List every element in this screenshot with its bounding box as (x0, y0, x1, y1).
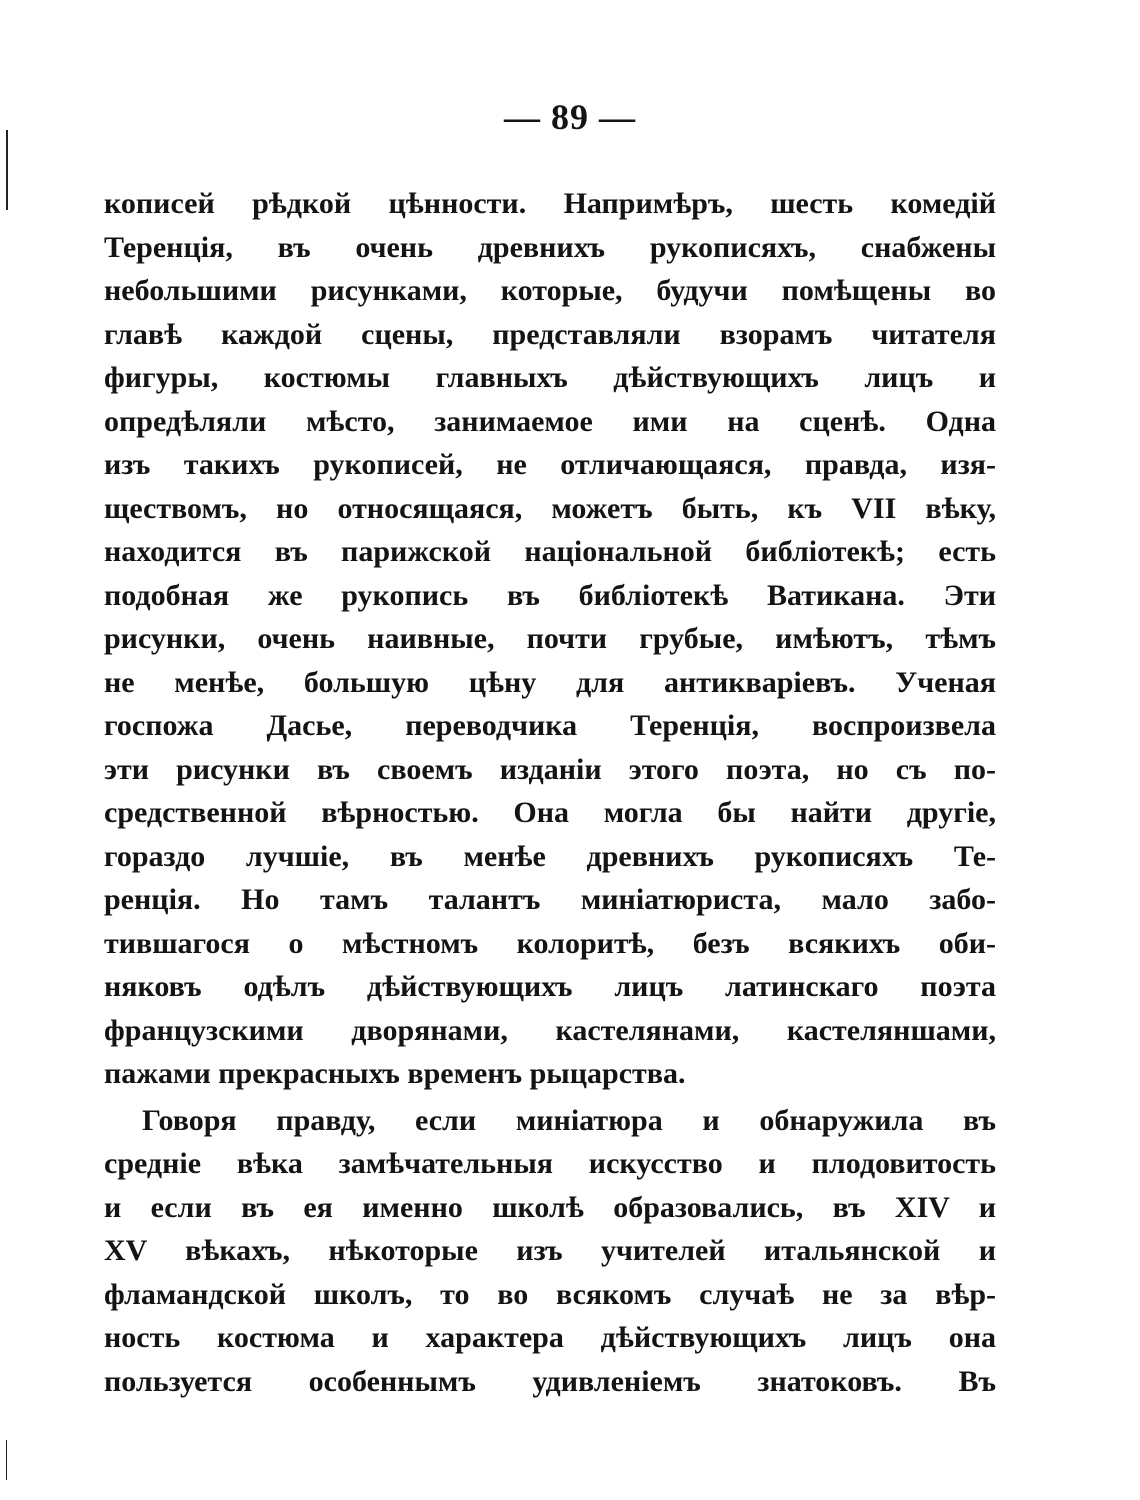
text-line: находится въ парижской національной библіотекѣ; есть (104, 535, 996, 568)
text-line: рисунки, очень наивные, почти грубые, имѣютъ, тѣмъ (104, 622, 996, 655)
text-line: французскими дворянами, кастелянами, кастеляншами, (104, 1013, 996, 1047)
text-line: XV вѣкахъ, нѣкоторые изъ учителей итальянской и (104, 1234, 996, 1267)
page-number: — 89 — (504, 97, 636, 137)
text-line: гораздо лучшіе, въ менѣе древнихъ рукописяхъ Те- (104, 839, 996, 873)
text-line: пользуется особеннымъ удивленіемъ знатоковъ. Въ (104, 1364, 996, 1398)
text-line: эти рисунки въ своемъ изданіи этого поэта, но съ по- (104, 752, 996, 786)
text-line: госпожа Дасье, переводчика Теренція, воспроизвела (104, 709, 996, 742)
text-line: ность костюма и характера дѣйствующихъ лицъ она (104, 1321, 996, 1354)
text-line: не менѣе, большую цѣну для антикваріевъ. Ученая (104, 665, 996, 699)
text-line: небольшими рисунками, которые, будучи помѣщены во (104, 274, 996, 307)
text-line: Теренція, въ очень древнихъ рукописяхъ, снабжены (104, 230, 996, 264)
text-line: средніе вѣка замѣчательныя искусство и плодовитость (104, 1147, 996, 1180)
text-line: ществомъ, но относящаяся, можетъ быть, къ VII вѣку, (104, 491, 996, 525)
paragraph-2 (104, 1099, 996, 1404)
text-line: опредѣляли мѣсто, занимаемое ими на сценѣ. Одна (104, 404, 996, 438)
text-line: фигуры, костюмы главныхъ дѣйствующихъ лицъ и (104, 361, 996, 394)
text-line: Говоря правду, если миніатюра и обнаружила въ (142, 1103, 996, 1137)
paragraph-1 (104, 182, 996, 1096)
text-line: фламандской школъ, то во всякомъ случаѣ не за вѣр- (104, 1277, 996, 1311)
text-line: главѣ каждой сцены, представляли взорамъ читателя (104, 317, 996, 351)
text-line: ренція. Но тамъ талантъ миніатюриста, мало забо- (104, 883, 996, 916)
text-line: изъ такихъ рукописей, не отличающаяся, правда, изя- (104, 448, 996, 481)
text-line: подобная же рукопись въ библіотекѣ Ватикана. Эти (104, 578, 996, 612)
text-line: кописей рѣдкой цѣнности. Напримѣръ, шесть комедій (104, 187, 996, 220)
text-line: тившагося о мѣстномъ колоритѣ, безъ всякихъ оби- (104, 926, 996, 960)
text-line: няковъ одѣлъ дѣйствующихъ лицъ латинскаго поэта (104, 970, 996, 1003)
text-line: средственной вѣрностью. Она могла бы найти другіе, (104, 796, 996, 829)
text-line: и если въ ея именно школѣ образовались, въ XIV и (104, 1190, 996, 1224)
body-text (104, 182, 996, 1403)
scan-margin-mark (6, 1440, 7, 1480)
text-line: пажами прекрасныхъ временъ рыцарства. (104, 1057, 686, 1090)
scan-margin-mark (6, 130, 8, 210)
